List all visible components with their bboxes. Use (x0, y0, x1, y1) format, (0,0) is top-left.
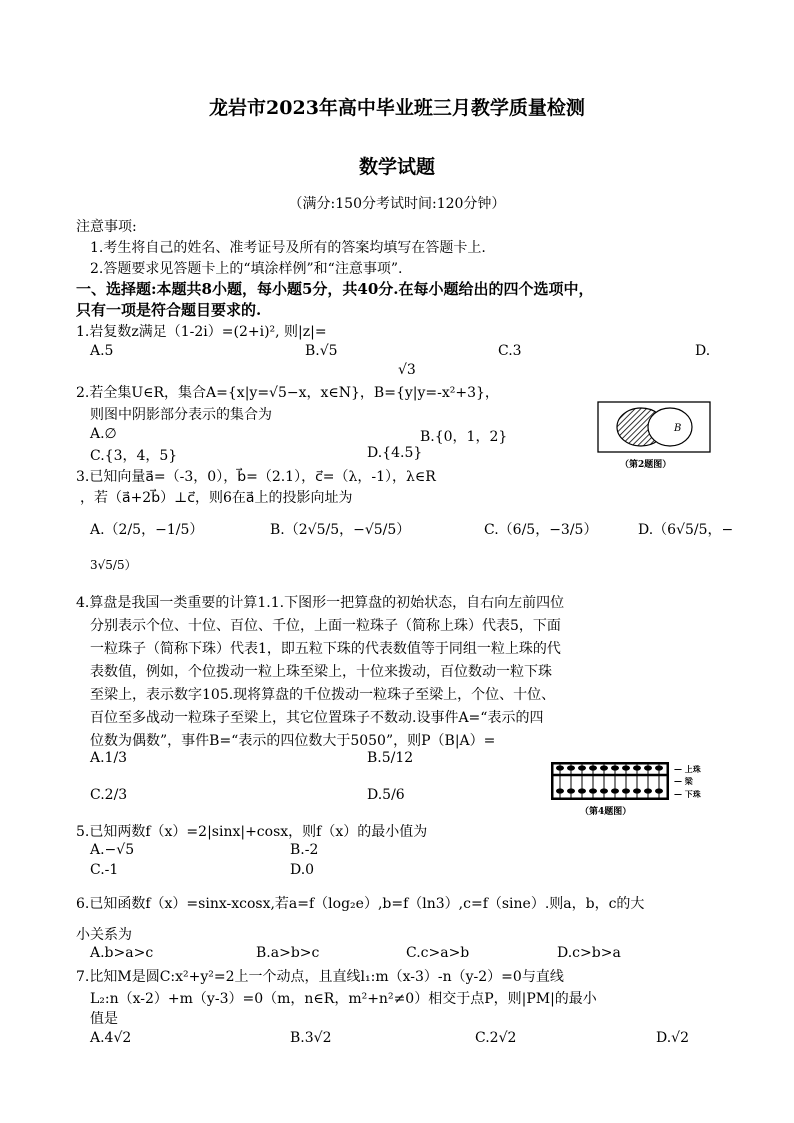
q4-line: 表数值，例如，个位拨动一粒上珠至梁上，十位来拨动，百位数动一粒下珠 (90, 664, 552, 680)
q4-line: 至梁上，表示数字105.现将算盘的千位拨动一粒珠子至梁上，个位、十位、 (90, 687, 556, 703)
set-b-label: B (674, 423, 682, 434)
q6-option-b: B.a>b>c (256, 945, 320, 961)
abacus-lower-bead (611, 788, 619, 793)
q6-option-d: D.c>b>a (557, 945, 621, 961)
q4-fig-caption: （第4题图） (580, 807, 632, 817)
exam-subtitle: 数学试题 (358, 156, 435, 178)
abacus-legend-top: — 上珠 (674, 764, 701, 774)
abacus-upper-bead (611, 765, 619, 770)
q4-line: 百位至多战动一粒珠子至梁上，其它位置珠子不数动.设事件A=“表示的四 (90, 710, 544, 726)
abacus-upper-bead (567, 765, 575, 770)
q4-option-d: D.5/6 (367, 787, 405, 803)
abacus-upper-bead (655, 765, 663, 770)
q2-option-b: B.{0，1，2} (420, 429, 508, 445)
q4-line: 4.算盘是我国一类重要的计算1.1.下图形一把算盘的初始状态，自右向左前四位 (76, 595, 565, 611)
notes-heading: 注意事项: (76, 219, 137, 235)
q2-stem: 2.若全集U∈R，集合A={x|y=√5−x，x∈N}，B={y|y=-x²+3}， (76, 385, 499, 401)
abacus-legend-bot: — 下珠 (674, 789, 701, 799)
abacus-lower-bead (589, 788, 597, 793)
q6-option-a: A.b>a>c (90, 945, 154, 961)
abacus-lower-bead (578, 788, 586, 793)
abacus-lower-bead (622, 788, 630, 793)
abacus-lower-bead (633, 788, 641, 793)
q5-option-c: C.-1 (90, 862, 119, 878)
note-item: 1.考生将自己的姓名、准考证号及所有的答案均填写在答题卡上. (90, 240, 486, 256)
q7-option-a: A.4√2 (90, 1030, 132, 1046)
abacus-upper-bead (578, 765, 586, 770)
q4-line: 一粒珠子（简称下珠）代表1，即五粒下珠的代表数值等于同组一粒上珠的代 (90, 641, 561, 657)
q6-stem: 6.已知函数f（x）=sinx-xcosx,若a=f（log₂e）,b=f（ln3）,c=f（sine）.则a，b，c的大 (76, 896, 645, 912)
q1-option-c: C.3 (498, 343, 522, 359)
abacus-lower-bead (600, 788, 608, 793)
q4-abacus-figure (551, 762, 669, 800)
abacus-upper-bead (622, 765, 630, 770)
q2-stem-cont: 则图中阴影部分表示的集合为 (90, 407, 272, 423)
q7-option-c: C.2√2 (475, 1030, 517, 1046)
abacus-upper-bead (600, 765, 608, 770)
abacus (551, 762, 669, 800)
q2-option-c: C.{3，4，5} (90, 448, 178, 464)
q5-stem: 5.已知两数f（x）=2|sinx|+cosx，则f（x）的最小值为 (76, 824, 428, 840)
q1-stem: 1.岩复数z满足（1-2i）=(2+i)², 则|z|= (76, 324, 327, 340)
q3-option-a: A.（2/5，−1/5） (90, 522, 204, 538)
q1-option-d-value: √3 (398, 362, 416, 378)
q3-option-b: B.（2√5/5，−√5/5） (270, 522, 411, 538)
abacus-upper-bead (589, 765, 597, 770)
q5-option-a: A.−√5 (90, 842, 135, 858)
q2-venn-figure (597, 401, 711, 453)
abacus-lower-bead (655, 788, 663, 793)
note-item: 2.答题要求见答题卡上的“填涂样例”和“注意事项”. (90, 261, 403, 277)
q5-option-b: B.-2 (290, 842, 319, 858)
abacus-upper-bead (633, 765, 641, 770)
q2-option-d: D.{4.5} (367, 445, 423, 461)
abacus-upper-bead (556, 765, 564, 770)
venn-diagram (597, 401, 711, 453)
abacus-lower-bead (556, 788, 564, 793)
q7-stem: 7.比知M是圆C:x²+y²=2上一个动点，且直线l₁:m（x-3）-n（y-2）=0与直线 (76, 969, 564, 985)
q1-option-d: D. (695, 343, 711, 359)
q3-stem-cont: ，若（a⃗+2b⃗）⊥c⃗，则6在a⃗上的投影向址为 (80, 490, 353, 506)
q7-stem-cont: L₂:n（x-2）+m（y-3）=0（m，n∈R，m²+n²≠0）相交于点P，则|PM|的最小 (90, 991, 597, 1007)
q3-stem: 3.已知向量a⃗=（-3，0），b⃗=（2.1），c⃗=（λ，-1），λ∈R (76, 469, 436, 485)
q6-option-c: C.c>a>b (406, 945, 470, 961)
abacus-upper-bead (644, 765, 652, 770)
q4-option-b: B.5/12 (367, 750, 414, 766)
q7-stem-cont2: 值是 (90, 1011, 118, 1027)
q6-stem-cont: 小关系为 (76, 927, 132, 943)
q4-option-c: C.2/3 (90, 787, 128, 803)
abacus-lower-bead (567, 788, 575, 793)
q3-option-d: D.（6√5/5，− (638, 522, 734, 538)
section-heading: 一、选择题:本题共8小题，每小题5分，共40分.在每小题给出的四个选项中， (76, 280, 594, 298)
q2-option-a: A.∅ (90, 426, 117, 442)
q7-option-b: B.3√2 (290, 1030, 332, 1046)
q4-option-a: A.1/3 (90, 750, 128, 766)
exam-info: （满分:150分考试时间:120分钟） (288, 196, 506, 212)
exam-title: 龙岩市2023年高中毕业班三月教学质量检测 (209, 97, 585, 119)
q1-option-b: B.√5 (305, 343, 338, 359)
q3-option-c: C.（6/5，−3/5） (484, 522, 598, 538)
section-heading-cont: 只有一项是符合题目要求的. (76, 301, 262, 319)
q4-line: 分别表示个位、十位、百位、千位，上面一粒珠子（简称上珠）代表5，下面 (90, 618, 561, 634)
q5-option-d: D.0 (290, 862, 315, 878)
q7-option-d: D.√2 (656, 1030, 690, 1046)
abacus-legend-mid: — 梁 (674, 776, 693, 786)
q3-option-d-cont: 3√5/5） (90, 558, 137, 572)
q1-option-a: A.5 (90, 343, 114, 359)
abacus-lower-bead (644, 788, 652, 793)
q4-line: 位数为偶数”，事件B=“表示的四位数大于5050”，则P（B|A）= (90, 733, 496, 749)
q2-fig-caption: （第2题图） (620, 460, 672, 470)
